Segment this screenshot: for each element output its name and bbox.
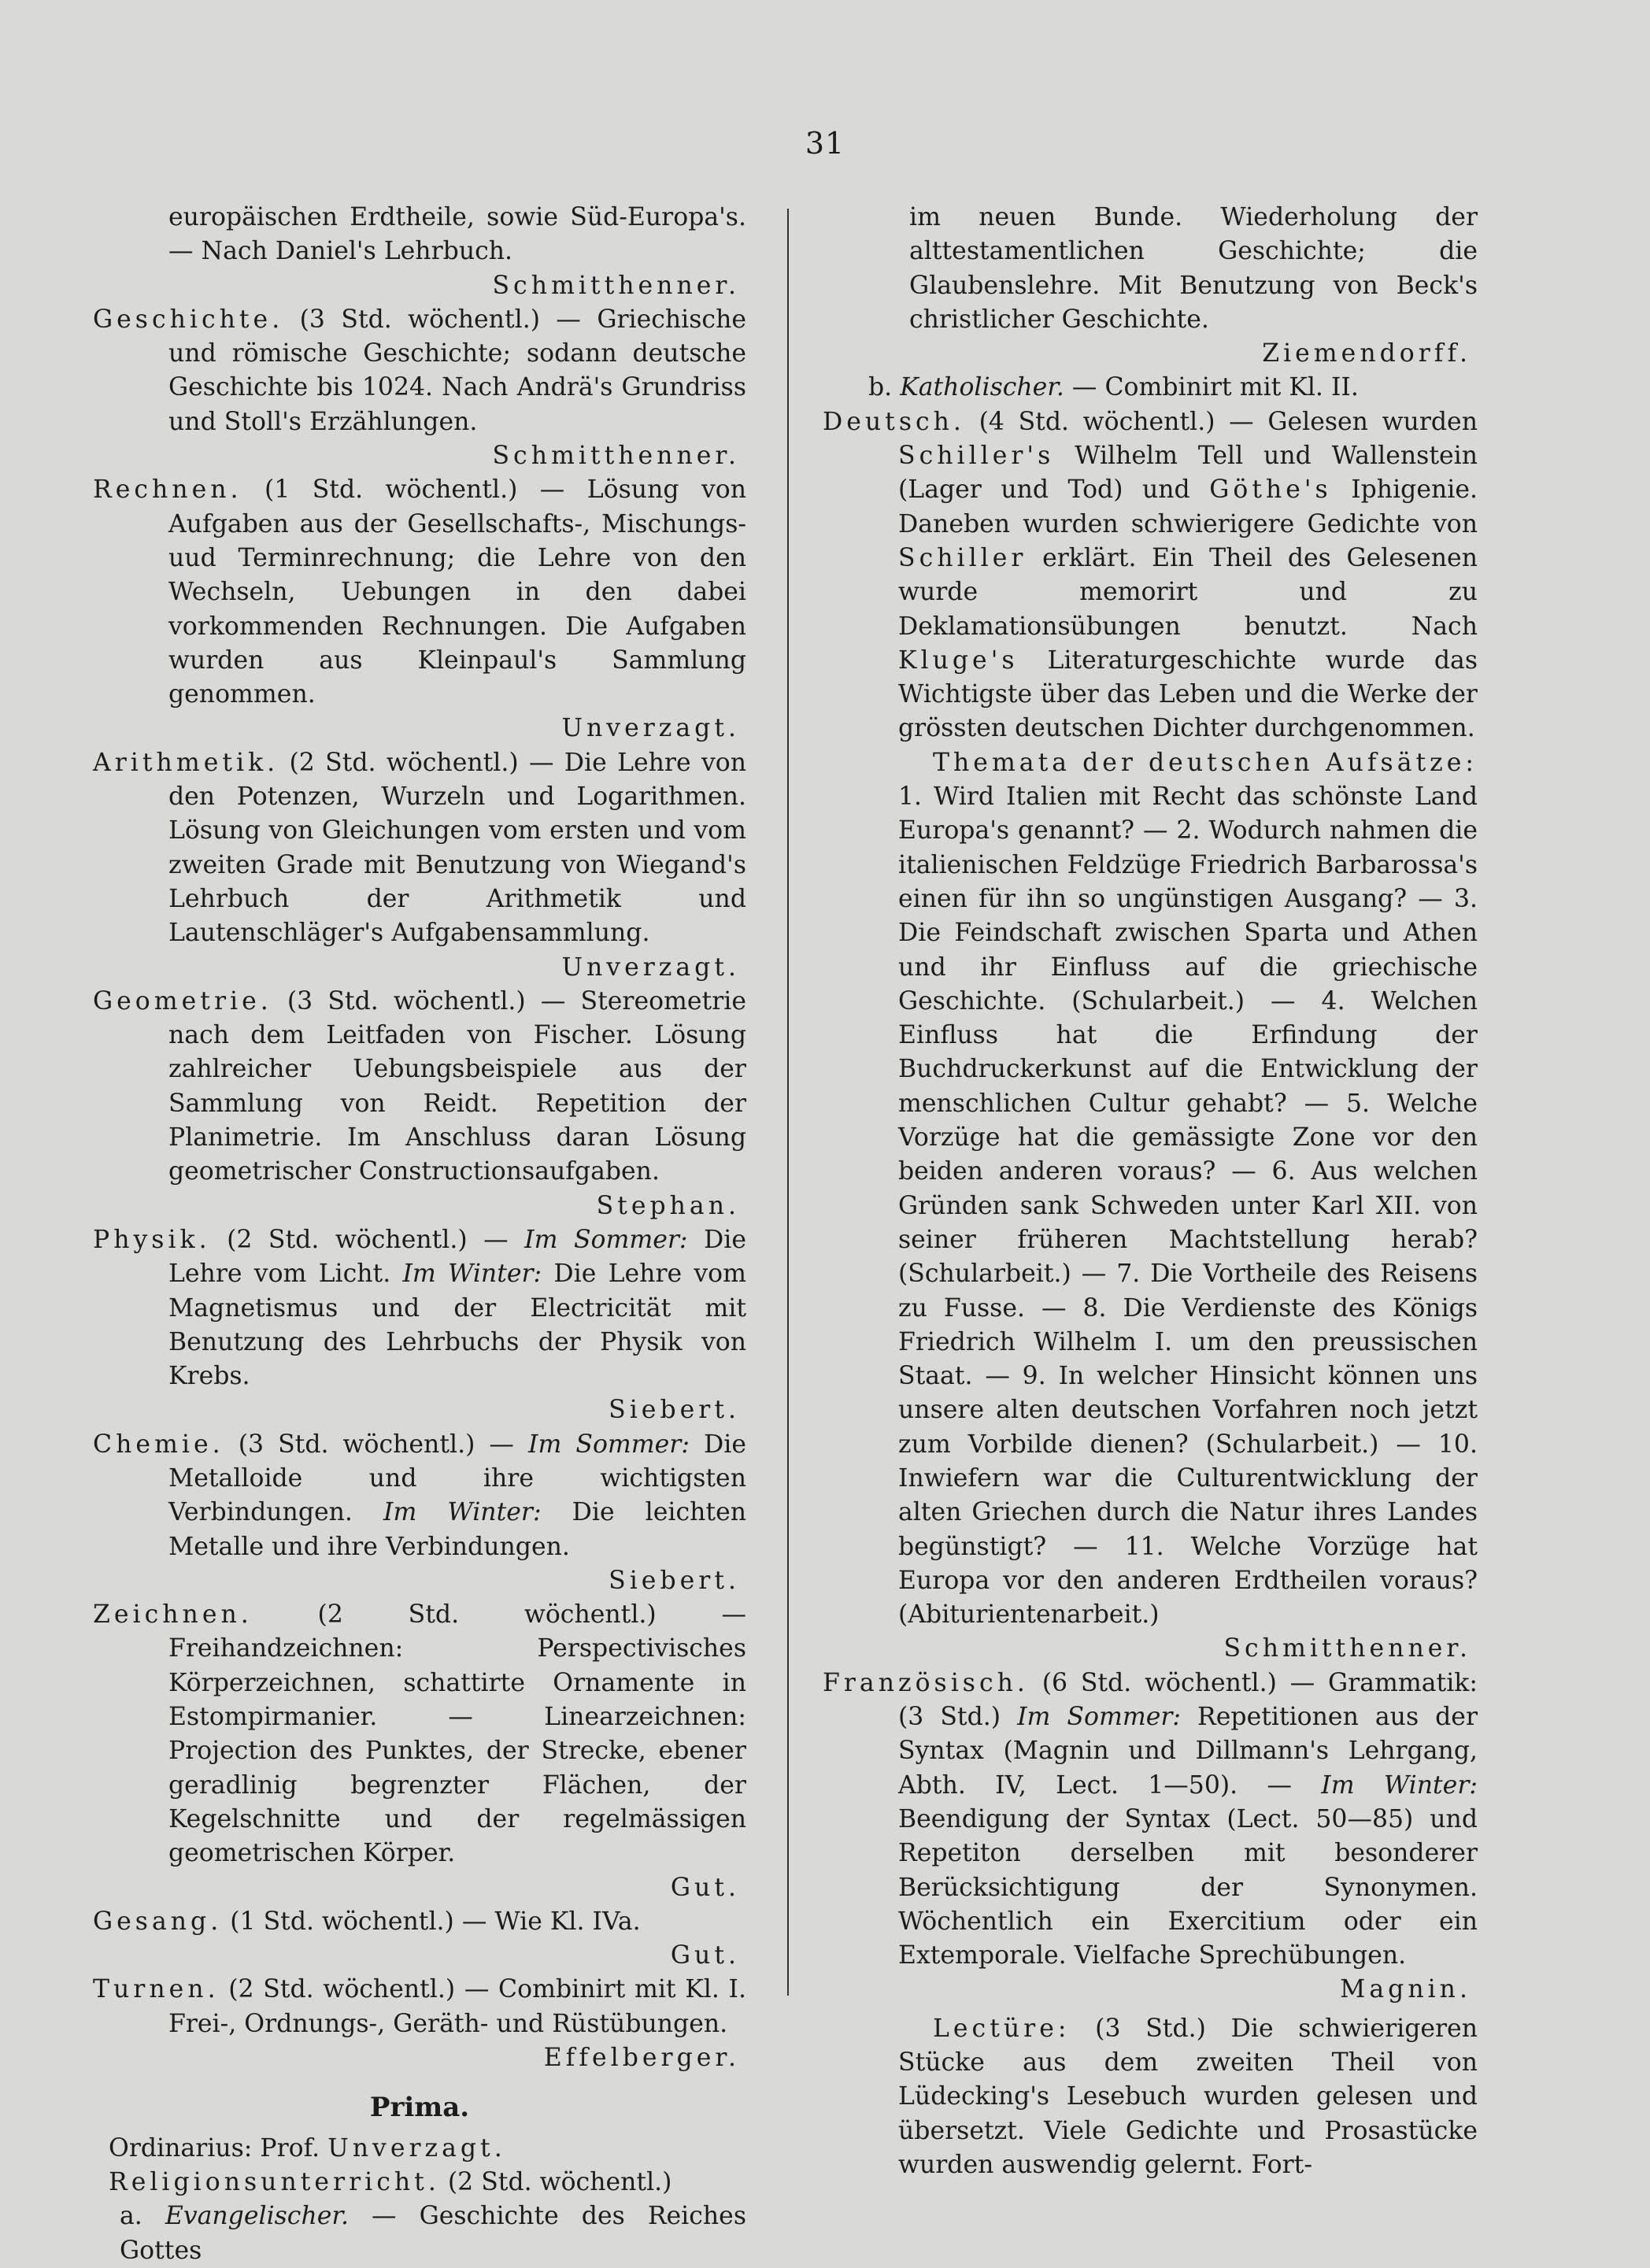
right-column [823, 201, 1478, 2182]
signature: Siebert. [609, 1396, 740, 1425]
subject-arithmetik [93, 746, 746, 951]
subject-text: (4 Std. wöchentl.) — Gelesen wurden [964, 407, 1478, 436]
subject-religion [93, 2166, 746, 2200]
religion-b [823, 371, 1478, 405]
author-name: Schiller [898, 543, 1027, 572]
signature: Gut. [670, 1941, 740, 1970]
subject-text: Repetitionen aus der Syntax (Magnin und Dillmann's Lehrgang, Abth. IV, Lect. 1—50). — [898, 1703, 1478, 1800]
paragraph [93, 201, 746, 269]
subject-chemie [93, 1428, 746, 1564]
subject-heading: Gesang. [93, 1907, 223, 1936]
subject-heading: Turnen. [93, 1975, 220, 2004]
denomination-label: Evangelischer. [165, 2202, 349, 2231]
season-label: Im Winter: [1321, 1770, 1478, 1800]
signature: Schmitthenner. [1223, 1634, 1471, 1663]
themata-text: 1. Wird Italien mit Recht das schönste Land Europa's genannt? — 2. Wodurch nahmen die italienischen Feldzüge Friedrich Barbarossa's einen für ihn so ungünstigen Ausgang? — 3. Die Feindschaft zwischen Sparta und Athen und ihr Einfluss auf die griechische Geschichte. (Schularbeit.) — 4. Welchen Einfluss hat die Erfindung der Buchdruckerkunst auf die Entwicklung der menschlichen Cultur gehabt? — 5. Welche Vorzüge hat die gemässigte Zone vor den beiden anderen voraus? — 6. Aus welchen Gründen sank Schweden unter Karl XII. von seiner früheren Machtstellung herab? (Schularbeit.) — 7. Die Vortheile des Reisens zu Fusse. — 8. Die Verdienste des Königs Friedrich Wilhelm I. um den preussischen Staat. — 9. In welcher Hinsicht können uns unsere alten deutschen Vorfahren noch jetzt zum Vorbilde dienen? (Schularbeit.) — 10. Inwiefern war die Culturentwicklung der alten Griechen durch die Natur ihres Landes begünstigt? — 11. Welche Vorzüge hat Europa vor den anderen Erdtheilen voraus? (Abiturientenarbeit.) [898, 783, 1478, 1630]
subject-text: (1 Std. wöchentl.) — Wie Kl. IVa. [222, 1907, 641, 1936]
subject-text: (1 Std. wöchentl.) — Lösung von Aufgaben aus der Gesellschafts-, Mischungs- uud Terminrechnung; die Lehre von den Wechseln, Uebungen in den dabei vorkommenden Rechnungen. Die Aufgaben wurden aus Kleinpaul's Sammlung genommen. [168, 475, 746, 709]
subject-gesang [93, 1905, 746, 1939]
signature: Magnin. [1340, 1975, 1471, 2004]
subject-franzoesisch [823, 1667, 1478, 1974]
subject-text: — Geschichte des Reiches Gottes [120, 2202, 746, 2265]
subject-rechnen [93, 473, 746, 712]
item-label: a. [120, 2202, 165, 2231]
subject-turnen [93, 1973, 746, 2041]
signature: Effelberger. [543, 2044, 740, 2073]
signature: Gut. [670, 1873, 740, 1902]
denomination-label: Katholischer. [900, 373, 1064, 402]
paragraph-text: europäischen Erdtheile, sowie Süd-Europa's. — Nach Daniel's Lehrbuch. [168, 203, 746, 266]
subject-heading: Physik. [93, 1225, 211, 1254]
signature: Schmitthenner. [492, 442, 740, 471]
season-label: Im Sommer: [1017, 1703, 1182, 1732]
season-label: Im Sommer: [524, 1225, 688, 1254]
subject-text: (3 Std. wöchentl.) — Stereometrie nach dem Leitfaden von Fischer. Lösung zahlreicher Uebungsbeispiele aus der Sammlung von Reidt. Repetition der Planimetrie. Im Anschluss daran Lösung geometrischer Constructionsaufgaben. [168, 986, 746, 1186]
subject-heading: Religionsunterricht. [109, 2167, 440, 2196]
subject-text: (2 Std. wöchentl.) — [210, 1225, 525, 1254]
page-number: 31 [805, 126, 845, 161]
ordinarius-line [93, 2132, 746, 2166]
subject-text: Beendigung der Syntax (Lect. 50—85) und Repetiton derselben mit besonderer Berücksichtigung der Synonymen. Wöchentlich ein Exercitium oder ein Extemporale. Vielfache Sprechübungen. [898, 1804, 1478, 1970]
subject-heading: Zeichnen. [93, 1600, 253, 1630]
subject-text: Die Lehre vom Licht. [168, 1225, 747, 1289]
subject-text: (2 Std. wöchentl.) — Combinirt mit Kl. I. Frei-, Ordnungs-, Geräth- und Rüstübungen. [168, 1975, 746, 2038]
religion-a [93, 2200, 746, 2268]
subject-geschichte [93, 303, 746, 439]
subject-text: Wilhelm Tell und Wallenstein (Lager und Tod) und [898, 442, 1478, 505]
subject-text: Literaturgeschichte wurde das Wichtigste über das Leben und die Werke der grössten deutschen Dichter durchgenommen. [898, 646, 1478, 743]
subject-heading: Deutsch. [823, 407, 965, 436]
author-name: Göthe's [1209, 475, 1332, 505]
subject-heading: Geometrie. [93, 986, 272, 1016]
signature: Ziemendorff. [1262, 339, 1471, 368]
themata-paragraph [823, 746, 1478, 1633]
signature: Stephan. [596, 1191, 740, 1220]
subject-text: (3 Std. wöchentl.) — [224, 1430, 528, 1459]
subject-heading: Chemie. [93, 1430, 224, 1459]
subject-text: Die Lehre vom Magnetismus und der Electricität mit Benutzung des Lehrbuchs der Physik von Krebs. [168, 1260, 747, 1391]
author-name: Schiller's [898, 442, 1055, 471]
paragraph [823, 201, 1478, 337]
section-heading-prima: Prima. [369, 2092, 470, 2124]
subject-heading: Arithmetik. [93, 748, 279, 777]
signature: Schmitthenner. [492, 271, 740, 300]
lectuere-heading: Lectüre: [933, 2014, 1071, 2043]
subject-heading: Rechnen. [93, 475, 242, 505]
item-label: b. [868, 373, 901, 402]
subject-text: Iphigenie. Daneben wurden schwierigere Gedichte von [898, 475, 1478, 538]
themata-heading: Themata der deutschen Aufsätze: [933, 748, 1478, 777]
subject-text: — Combinirt mit Kl. II. [1064, 373, 1359, 402]
left-column [93, 201, 746, 2268]
season-label: Im Sommer: [528, 1430, 690, 1459]
subject-zeichnen [93, 1598, 746, 1870]
subject-text: (6 Std. wöchentl.) — Grammatik: (3 Std.) [898, 1668, 1478, 1732]
ordinarius-label: Ordinarius: Prof. [109, 2133, 328, 2163]
signature: Unverzagt. [561, 953, 740, 982]
subject-text: (2 Std. wöchentl.) — Die Lehre von den Potenzen, Wurzeln und Logarithmen. Lösung von Gleichungen vom ersten und vom zweiten Grade mit Benutzung von Wiegand's Lehrbuch der Arithmetik und Lautenschläger's Aufgabensammlung. [168, 748, 746, 948]
subject-text: (2 Std. wöchentl.) — Freihandzeichnen: Perspectivisches Körperzeichnen, schattirte Ornamente in Estompirmanier. — Linearzeichnen: Projection des Punktes, der Strecke, ebener geradlinig begrenzter Flächen, der Kegelschnitte und der regelmässigen geometrischen Körper. [168, 1600, 746, 1868]
subject-text: erklärt. Ein Theil des Gelesenen wurde memorirt und zu Deklamationsübungen benutzt. Nach [898, 543, 1478, 641]
subject-heading: Französisch. [823, 1668, 1029, 1697]
subject-geometrie [93, 985, 746, 1189]
subject-text: Die leichten Metalle und ihre Verbindungen. [168, 1498, 746, 1561]
season-label: Im Winter: [402, 1260, 542, 1289]
lectuere-paragraph [823, 2012, 1478, 2182]
signature: Siebert. [609, 1566, 740, 1595]
signature: Unverzagt. [561, 714, 740, 743]
season-label: Im Winter: [383, 1498, 542, 1527]
lectuere-text: (3 Std.) Die schwierigeren Stücke aus dem zweiten Theil von Lüdecking's Lesebuch wurden gelesen und übersetzt. Viele Gedichte und Prosastücke wurden auswendig gelernt. Fort- [898, 2014, 1478, 2179]
subject-deutsch [823, 405, 1478, 746]
author-name: Kluge's [898, 646, 1019, 675]
subject-text: (3 Std. wöchentl.) — Griechische und römische Geschichte; sodann deutsche Geschichte bis 1024. Nach Andrä's Grundriss und Stoll's Erzählungen. [168, 305, 746, 436]
paragraph-text: im neuen Bunde. Wiederholung der alttestamentlichen Geschichte; die Glaubenslehre. Mit Benutzung von Beck's christlicher Geschichte. [909, 203, 1478, 334]
column-divider [787, 209, 789, 1996]
subject-physik [93, 1223, 746, 1393]
subject-heading: Geschichte. [93, 305, 284, 334]
ordinarius-name: Unverzagt. [327, 2133, 506, 2163]
subject-text: (2 Std. wöchentl.) [439, 2167, 672, 2196]
subject-text: Die Metalloide und ihre wichtigsten Verbindungen. [168, 1430, 746, 1527]
